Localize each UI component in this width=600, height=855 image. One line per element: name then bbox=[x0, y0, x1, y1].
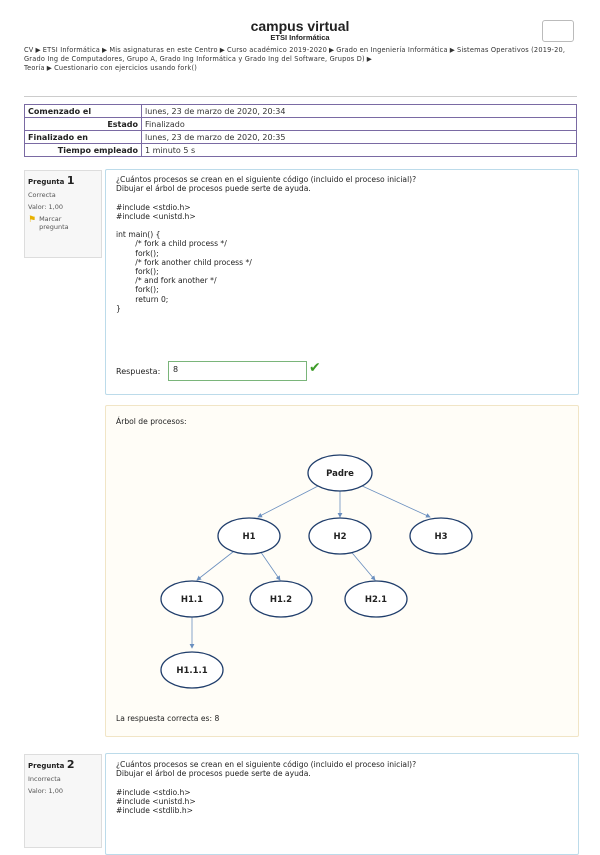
question-label: Pregunta bbox=[28, 762, 65, 770]
breadcrumb-separator-icon: ▶ bbox=[219, 46, 226, 54]
breadcrumb-item-cv[interactable]: CV bbox=[24, 46, 34, 54]
user-menu-box[interactable] bbox=[542, 20, 574, 42]
time-value: 1 minuto 5 s bbox=[142, 144, 577, 157]
tree-label-h12: H1.2 bbox=[269, 595, 293, 605]
question-2-info bbox=[24, 754, 102, 848]
response-input[interactable]: 8 bbox=[168, 361, 307, 381]
breadcrumb-separator-icon: ▶ bbox=[449, 46, 455, 54]
tree-label-h1: H1 bbox=[242, 532, 256, 542]
response-label: Respuesta: bbox=[116, 367, 161, 376]
tree-label-h11: H1.1 bbox=[180, 595, 204, 605]
table-row bbox=[25, 118, 577, 131]
state-label: Estado bbox=[25, 118, 142, 131]
process-tree-diagram bbox=[140, 440, 480, 700]
started-label: Comenzado el bbox=[25, 105, 142, 118]
breadcrumb-item-curso[interactable]: Curso académico 2019-2020 bbox=[227, 46, 327, 54]
question-2-text: ¿Cuántos procesos se crean en el siguiente código (incluido el proceso inicial)? Dibujar el árbol de procesos puede serte de ayuda. #include <stdio.h> #include <unistd.h> #include <stdlib.h> bbox=[116, 760, 417, 816]
tree-label-h21: H2.1 bbox=[364, 595, 388, 605]
site-title[interactable]: campus virtual bbox=[250, 18, 350, 34]
question-1-text: ¿Cuántos procesos se crean en el siguiente código (incluido el proceso inicial)? Dibujar el árbol de procesos puede serte de ayuda. #include <stdio.h> #include <unistd.h> int main() { /* fork a child process */ fork(); /* fork another child process */ fork(); /* and fork another */ fork(); return 0; } bbox=[116, 175, 417, 313]
breadcrumb-item-teoria[interactable]: Teoría bbox=[24, 64, 45, 73]
breadcrumb-item-grado[interactable]: Grado en Ingeniería Informática bbox=[336, 46, 448, 54]
tree-edge bbox=[197, 548, 238, 580]
breadcrumb-separator-icon: ▶ bbox=[35, 46, 41, 54]
table-row bbox=[25, 105, 577, 118]
tree-label-h2: H2 bbox=[333, 532, 347, 542]
question-1-number bbox=[28, 174, 98, 187]
question-label: Pregunta bbox=[28, 178, 65, 186]
question-2-state: Incorrecta bbox=[28, 775, 61, 783]
question-number: 1 bbox=[66, 174, 75, 187]
question-1-value: Valor: 1,00 bbox=[28, 203, 63, 211]
breadcrumb-separator-icon: ▶ bbox=[366, 55, 373, 64]
question-2-value: Valor: 1,00 bbox=[28, 787, 63, 795]
state-value: Finalizado bbox=[142, 118, 577, 131]
question-number: 2 bbox=[66, 758, 75, 771]
breadcrumb-item-quiz[interactable]: Cuestionario con ejercicios usando fork() bbox=[54, 64, 197, 73]
breadcrumb bbox=[24, 46, 580, 74]
breadcrumb-item-etsi[interactable]: ETSI Informática bbox=[42, 46, 101, 54]
breadcrumb-separator-icon: ▶ bbox=[328, 46, 335, 54]
question-1-info bbox=[24, 170, 102, 258]
header-divider bbox=[24, 96, 577, 97]
flag-icon: ⚑ bbox=[28, 215, 37, 225]
tree-edge bbox=[258, 485, 320, 517]
correct-check-icon: ✔ bbox=[309, 360, 321, 376]
table-row bbox=[25, 131, 577, 144]
correct-answer-text: La respuesta correcta es: 8 bbox=[116, 714, 220, 723]
breadcrumb-separator-icon: ▶ bbox=[46, 64, 53, 73]
time-label: Tiempo empleado bbox=[25, 144, 142, 157]
table-row bbox=[25, 144, 577, 157]
flag-question-link[interactable] bbox=[28, 215, 98, 231]
started-value: lunes, 23 de marzo de 2020, 20:34 bbox=[142, 105, 577, 118]
finished-value: lunes, 23 de marzo de 2020, 20:35 bbox=[142, 131, 577, 144]
attempt-summary-table bbox=[24, 104, 577, 157]
tree-label-h111: H1.1.1 bbox=[176, 666, 208, 676]
feedback-heading: Árbol de procesos: bbox=[116, 417, 187, 426]
tree-label-padre: Padre bbox=[326, 469, 354, 479]
finished-label: Finalizado en bbox=[25, 131, 142, 144]
breadcrumb-item-course[interactable]: Sistemas Operativos (2019-20, Grado Ing de Computadores, Grupo A, Grado Ing Informática y Grado Ing del Software, Grupos D) bbox=[24, 46, 566, 64]
question-1-state: Correcta bbox=[28, 191, 56, 199]
tree-edge bbox=[360, 485, 430, 517]
breadcrumb-item-asignaturas[interactable]: Mis asignaturas en este Centro bbox=[109, 46, 218, 54]
tree-label-h3: H3 bbox=[434, 532, 448, 542]
site-subtitle: ETSI Informática bbox=[270, 33, 330, 42]
question-2-number bbox=[28, 758, 98, 771]
breadcrumb-separator-icon: ▶ bbox=[102, 46, 108, 54]
flag-question-label: Marcar pregunta bbox=[39, 215, 69, 231]
